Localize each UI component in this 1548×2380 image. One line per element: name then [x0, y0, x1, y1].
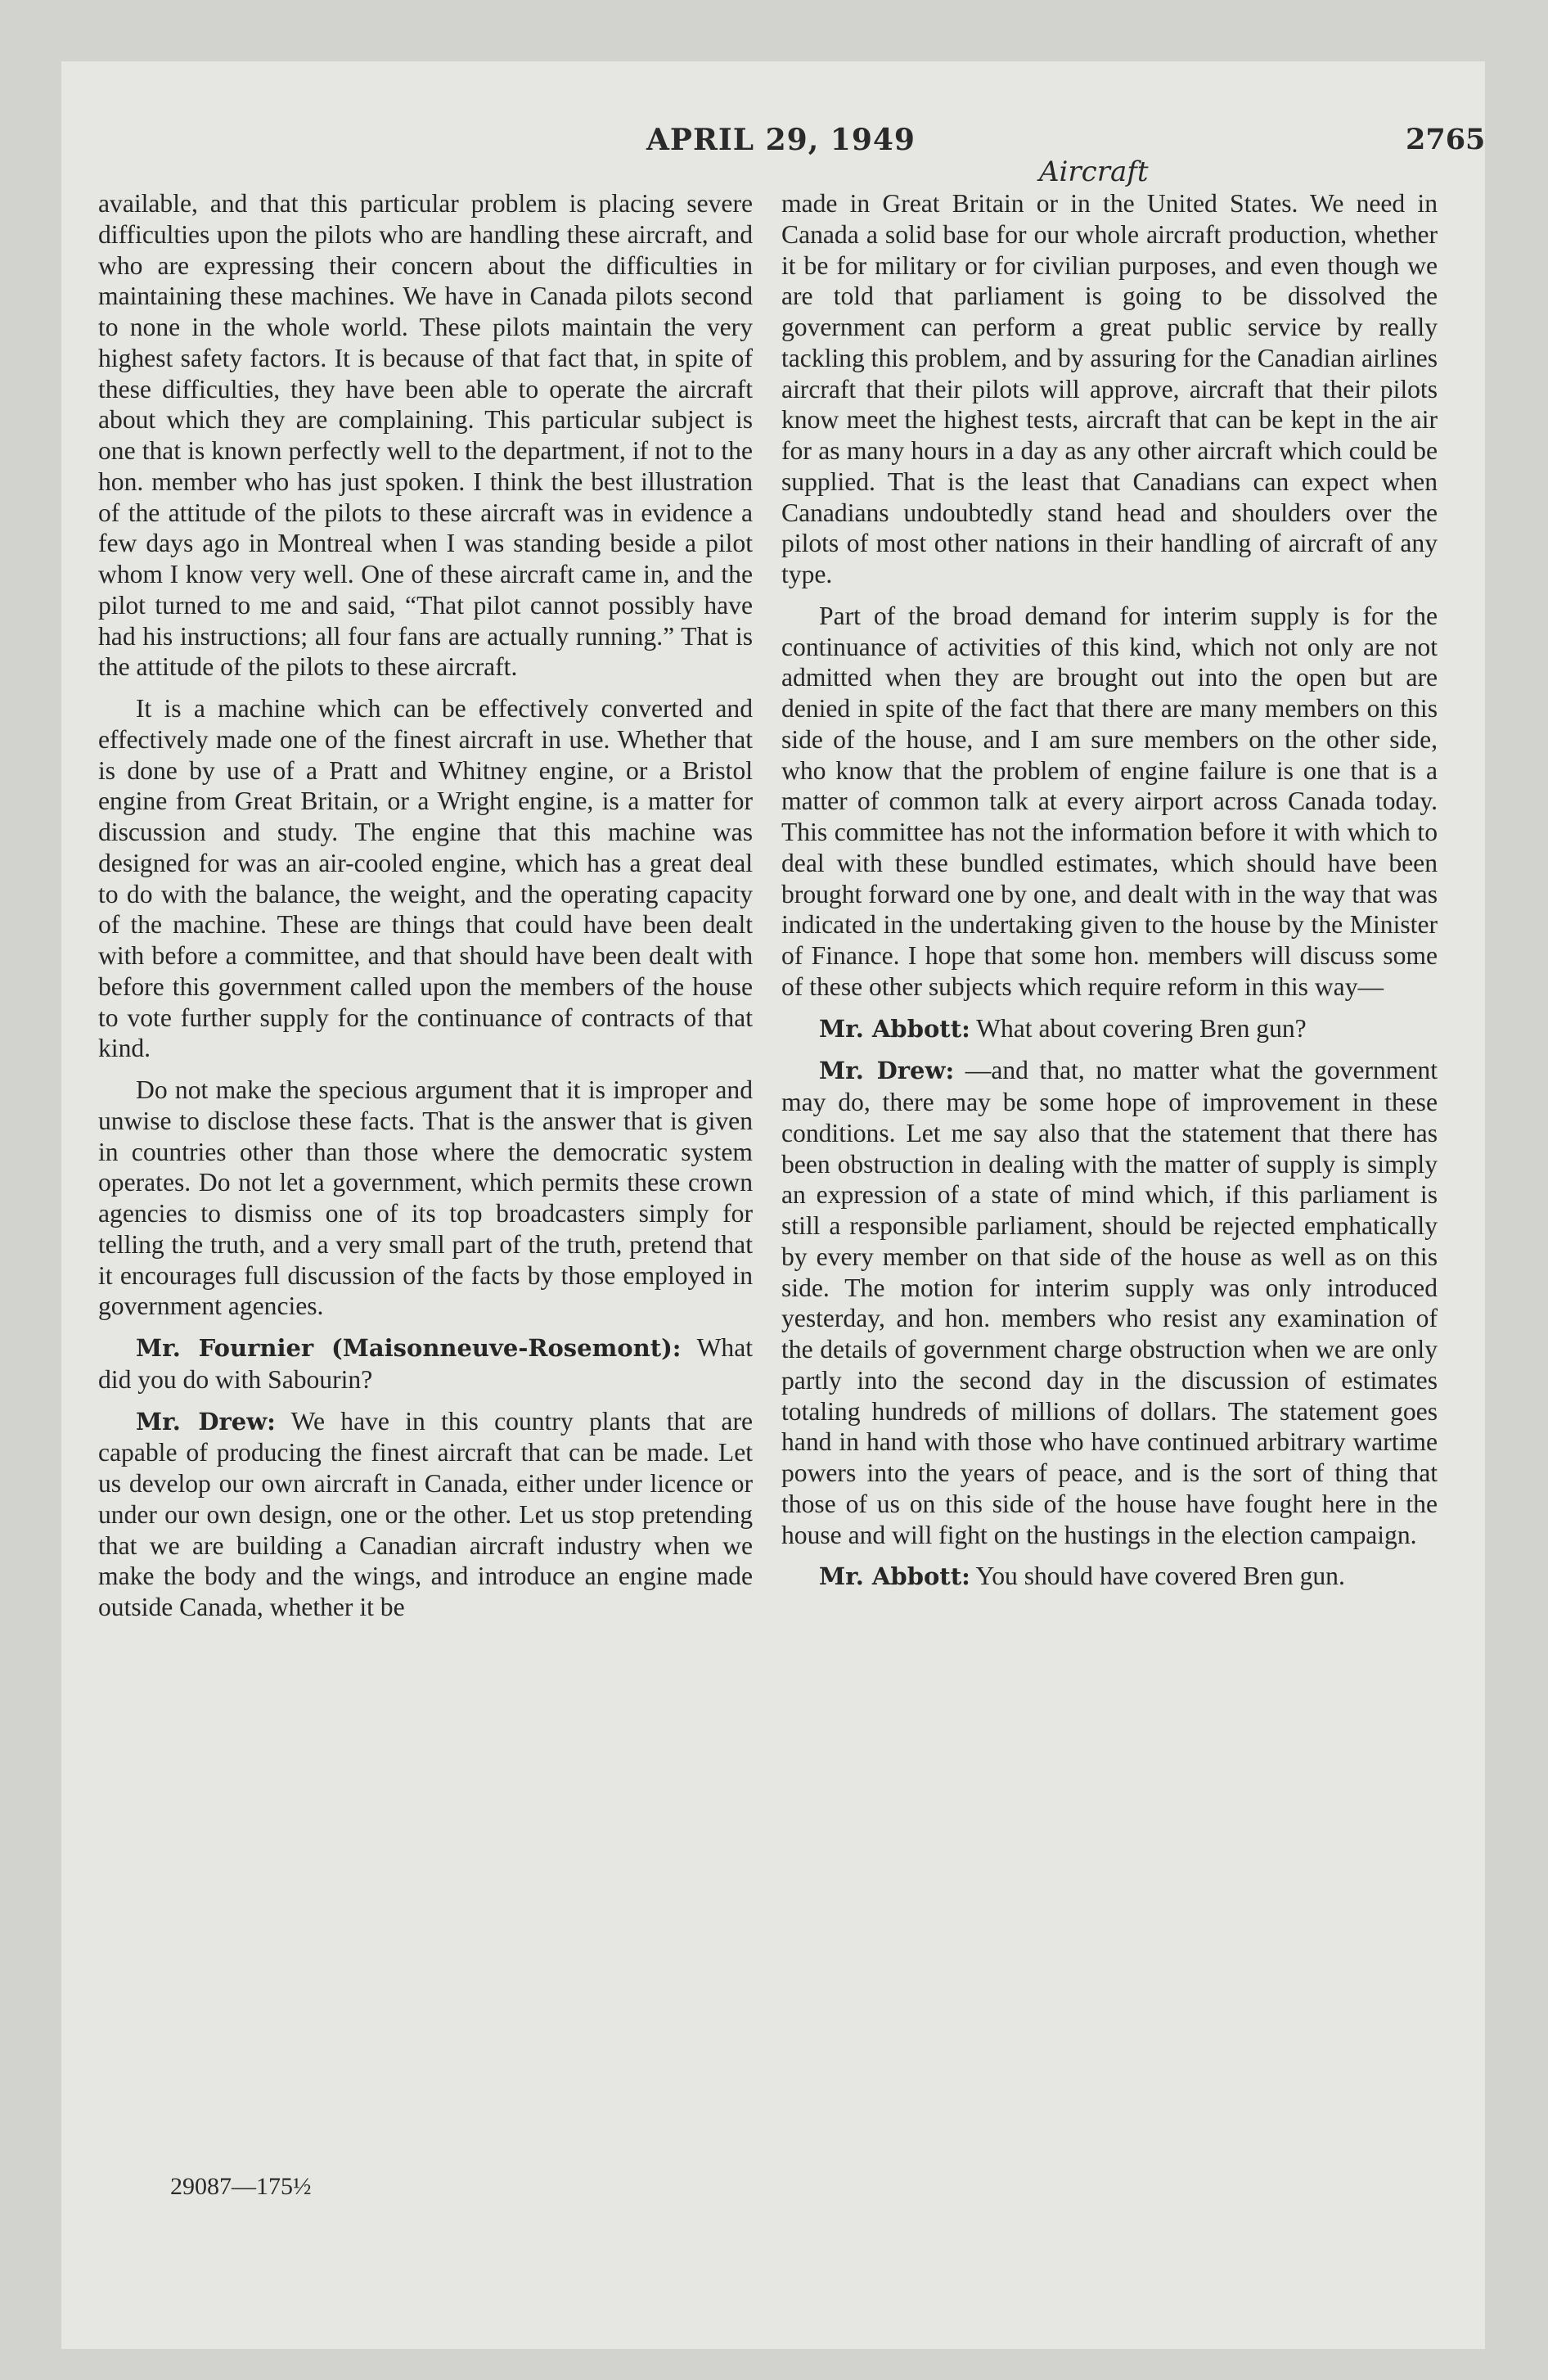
speaker-name: Mr. Abbott:: [819, 1562, 970, 1591]
paragraph: available, and that this particular problem is placing severe difficulties upon the pilots who are handling these aircraft, and who are expressing their concern about the difficulties in maintaining these machines. We have in Canada pilots second to none in the whole world. These pilots maintain the very highest safety factors. It is because of that fact that, in spite of these difficulties, they have been able to operate the aircraft about which they are complaining. This particular subject is one that is known perfectly well to the department, if not to the hon. member who has just spoken. I think the best illustration of the attitude of the pilots to these aircraft was in evidence a few days ago in Montreal when I was standing beside a pilot whom I know very well. One of these aircraft came in, and the pilot turned to me and said, “That pilot cannot possibly have had his instructions; all four fans are actually running.” That is the attitude of the pilots to these aircraft.: [98, 189, 753, 682]
page-date: APRIL 29, 1949: [646, 123, 916, 157]
speech-text: What about covering Bren gun?: [976, 1013, 1307, 1043]
speech-text: —and that, no matter what the government may do, there may be some hope of improvement in these conditions. Let me say also that the statement that there has been obstruction in dealing with the matter of supply is simply an expression of a state of mind which, if this parliament is still a responsible parliament, should be rejected emphatically by every member on that side of the house as well as on this side. The motion for interim supply was only introduced yesterday, and hon. members who resist any examination of the details of government charge obstruction when we are only partly into the second day in the discussion of estimates totaling hundreds of millions of dollars. The statement goes hand in hand with those who have continued arbitrary wartime powers into the years of peace, and is the sort of thing that those of us on this side of the house have fought here in the house and will fight on the hustings in the election campaign.: [781, 1056, 1438, 1549]
speech-drew: [781, 1055, 1438, 1550]
section-heading: Aircraft: [1039, 156, 1149, 188]
speech-abbott: [781, 1561, 1438, 1593]
speech-drew: [98, 1406, 753, 1623]
paragraph: Do not make the specious argument that it is improper and unwise to disclose these facts. That is the answer that is given in countries other than those where the democratic system operates. Do not let a government, which permits these crown agencies to dismiss one of its top broadcasters simply for telling the truth, and a very small part of the truth, pretend that it encourages full discussion of the facts by those employed in government agencies.: [98, 1075, 753, 1321]
page-number: 2765: [1406, 123, 1486, 156]
paragraph: It is a machine which can be effectively converted and effectively made one of the finest aircraft in use. Whether that is done by use of a Pratt and Whitney engine, or a Bristol engine from Great Britain, or a Wright engine, is a matter for discussion and study. The engine that this machine was designed for was an air-cooled engine, which has a great deal to do with the balance, the weight, and the operating capacity of the machine. These are things that could have been dealt with before a committee, and that should have been dealt with before this government called upon the members of the house to vote further supply for the continuance of contracts of that kind.: [98, 694, 753, 1063]
left-column: [98, 188, 753, 1634]
speaker-name: Mr. Drew:: [136, 1407, 276, 1436]
print-code: 29087—175½: [170, 2173, 312, 2200]
speech-text: What did you do with Sabourin?: [98, 1333, 753, 1394]
speaker-name: Mr. Abbott:: [819, 1014, 970, 1043]
right-column: [781, 188, 1438, 1603]
speech-text: We have in this country plants that are capable of producing the finest aircraft that can be made. Let us develop our own aircraft in Canada, either under licence or under our own design, one or the other. Let us stop pretending that we are building a Canadian aircraft industry when we make the body and the wings, and introduce an engine made outside Canada, whether it be: [98, 1406, 754, 1621]
paragraph: Part of the broad demand for interim supply is for the continuance of activities of this kind, which not only are not admitted when they are brought out into the open but are denied in spite of the fact that there are many members on this side of the house, and I am sure members on the other side, who know that the problem of engine failure is one that is a matter of common talk at every airport across Canada today. This committee has not the information before it with which to deal with these bundled estimates, which should have been brought forward one by one, and dealt with in the way that was indicated in the undertaking given to the house by the Minister of Finance. I hope that some hon. members will discuss some of these other subjects which require reform in this way—: [781, 601, 1438, 1001]
paragraph: made in Great Britain or in the United States. We need in Canada a solid base for our whole aircraft production, whether it be for military or for civilian purposes, and even though we are told that parliament is going to be dissolved the government can perform a great public service by really tackling this problem, and by assuring for the Canadian airlines aircraft that their pilots will approve, aircraft that their pilots know meet the highest tests, aircraft that can be kept in the air for as many hours in a day as any other aircraft which could be supplied. That is the least that Canadians can expect when Canadians undoubtedly stand head and shoulders over the pilots of most other nations in their handling of aircraft of any type.: [781, 189, 1438, 588]
speaker-name: Mr. Fournier (Maisonneuve-Rosemont):: [136, 1334, 682, 1362]
speech-fournier: [98, 1332, 753, 1395]
speech-text: You should have covered Bren gun.: [975, 1562, 1345, 1591]
speech-abbott: [781, 1013, 1438, 1045]
speaker-name: Mr. Drew:: [819, 1057, 955, 1085]
